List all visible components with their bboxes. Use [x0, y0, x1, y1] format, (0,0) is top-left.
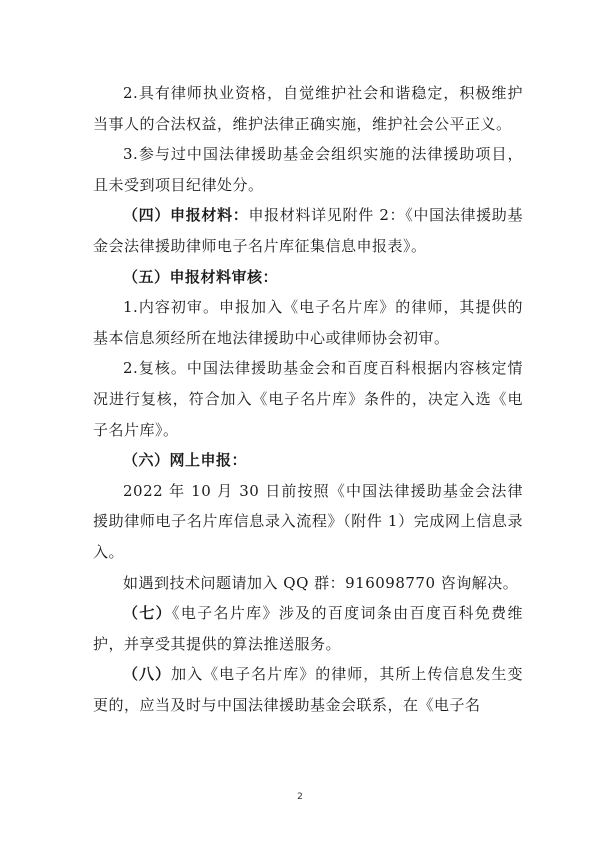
paragraph-text: 2.复核。中国法律援助基金会和百度百科根据内容核定情况进行复核，符合加入《电子名片库》条件的，决定入选《电子名片库》。	[93, 359, 523, 439]
paragraph-text: 3.参与过中国法律援助基金会组织实施的法律援助项目，且未受到项目纪律处分。	[93, 145, 523, 194]
paragraph-text: 如遇到技术问题请加入 QQ 群：916098770 咨询解决。	[123, 573, 519, 592]
section-heading: （六）网上申报：	[123, 451, 248, 470]
section-heading: （五）申报材料审核：	[123, 267, 279, 286]
document-body	[93, 78, 523, 720]
paragraph-text: 《电子名片库》涉及的百度词条由百度百科免费维护，并享受其提供的算法推送服务。	[93, 604, 523, 653]
paragraph-text: 申报材料详见附件 2：《中国法律援助基金会法律援助律师电子名片库征集信息申报表》。	[93, 206, 523, 255]
paragraph-qualification-3	[93, 139, 523, 200]
paragraph-qualification-2	[93, 78, 523, 139]
paragraph-section-4	[93, 200, 523, 261]
section-heading: （七）	[123, 604, 172, 623]
paragraph-review-2	[93, 353, 523, 445]
paragraph-text: 2.具有律师执业资格，自觉维护社会和谐稳定，积极维护当事人的合法权益，维护法律正确实施，维护社会公平正义。	[93, 84, 523, 133]
paragraph-section-8	[93, 659, 523, 720]
paragraph-section-5	[93, 262, 523, 293]
section-heading: （八）	[123, 665, 172, 684]
paragraph-section-7	[93, 598, 523, 659]
section-heading: （四）申报材料：	[123, 206, 249, 225]
paragraph-section-6	[93, 445, 523, 476]
paragraph-review-1	[93, 292, 523, 353]
paragraph-text: 加入《电子名片库》的律师，其所上传信息发生变更的，应当及时与中国法律援助基金会联系，在《电子名	[93, 665, 523, 714]
page-number: 2	[297, 792, 303, 802]
paragraph-qq-group	[93, 568, 523, 599]
paragraph-online-deadline	[93, 476, 523, 568]
paragraph-text: 2022 年 10 月 30 日前按照《中国法律援助基金会法律援助律师电子名片库信息录入流程》（附件 1）完成网上信息录入。	[93, 481, 523, 561]
paragraph-text: 1.内容初审。申报加入《电子名片库》的律师，其提供的基本信息须经所在地法律援助中心或律师协会初审。	[93, 298, 523, 347]
